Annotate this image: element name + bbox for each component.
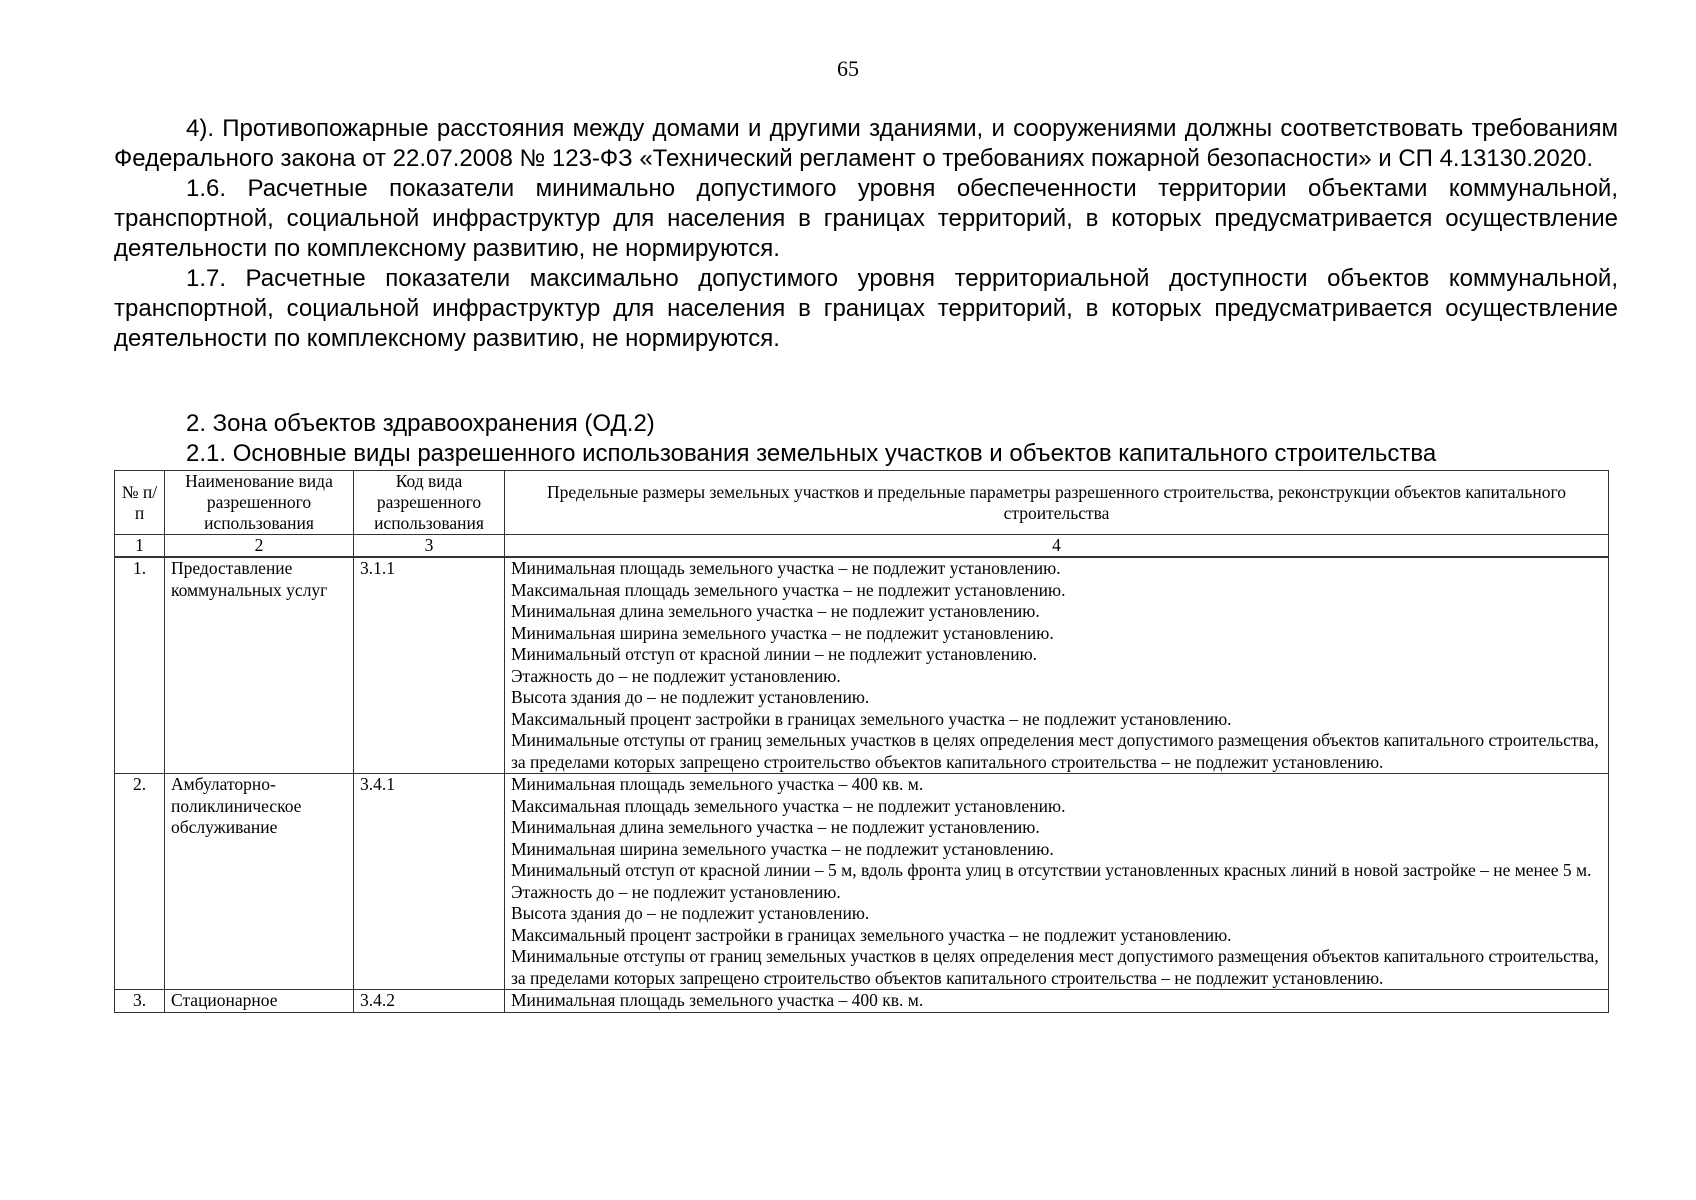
parameter-line: Максимальная площадь земельного участка – не подлежит установлению. (511, 795, 1066, 816)
use-code: 3.4.2 (354, 990, 505, 1013)
header-use-code: Код вида разрешенного использования (354, 471, 505, 535)
table-row (115, 774, 1609, 990)
use-parameters (505, 774, 1609, 990)
parameter-line: Максимальный процент застройки в границах земельного участка – не подлежит установлению. (511, 924, 1232, 945)
row-number: 3. (115, 990, 165, 1013)
parameter-line: Этажность до – не подлежит установлению. (511, 665, 841, 686)
column-number: 3 (354, 535, 505, 558)
use-name: Амбулаторно-поликлиническое обслуживание (165, 774, 354, 990)
subsection-heading: 2.1. Основные виды разрешенного использования земельных участков и объектов капитального строительства (186, 440, 1437, 467)
column-number: 1 (115, 535, 165, 558)
section-heading: 2. Зона объектов здравоохранения (ОД.2) (186, 410, 655, 437)
header-parameters: Предельные размеры земельных участков и предельные параметры разрешенного строительства, реконструкции объектов капитального строительства (505, 471, 1609, 535)
use-parameters (505, 990, 1609, 1013)
use-code: 3.4.1 (354, 774, 505, 990)
parameter-line: Минимальная площадь земельного участка – не подлежит установлению. (511, 558, 1061, 578)
parameter-line: Минимальная площадь земельного участка – 400 кв. м. (511, 774, 924, 794)
parameter-line: Минимальные отступы от границ земельных участков в целях определения мест допустимого размещения объектов капитального строительства, за пределами которых запрещено строительство объектов капитального строительства – не подлежит установлению. (511, 730, 1599, 772)
row-number: 2. (115, 774, 165, 990)
column-number: 4 (505, 535, 1609, 558)
header-number: № п/п (115, 471, 165, 535)
parameter-line: Минимальная ширина земельного участка – не подлежит установлению. (511, 622, 1054, 643)
parameter-line: Минимальная длина земельного участка – не подлежит установлению. (511, 601, 1040, 621)
parameter-line: Высота здания до – не подлежит установлению. (511, 903, 870, 923)
parameter-line: Высота здания до – не подлежит установлению. (511, 687, 870, 707)
parameter-line: Минимальная длина земельного участка – не подлежит установлению. (511, 817, 1040, 837)
page-number: 65 (837, 56, 859, 81)
header-use-name: Наименование вида разрешенного использования (165, 471, 354, 535)
column-number-row (115, 535, 1609, 558)
table-row (115, 557, 1609, 774)
table-header-row (115, 471, 1609, 535)
use-code: 3.1.1 (354, 557, 505, 774)
paragraph-1-7: 1.7. Расчетные показатели максимально допустимого уровня территориальной доступности объектов коммунальной, транспортной, социальной инфраструктур для населения в границах территорий, в которых предусматривается осуществление деятельности по комплексному развитию, не нормируются. (114, 265, 1618, 352)
parameter-line: Максимальный процент застройки в границах земельного участка – не подлежит установлению. (511, 708, 1232, 729)
parameter-line: Максимальная площадь земельного участка – не подлежит установлению. (511, 579, 1066, 600)
table-row (115, 990, 1609, 1013)
row-number: 1. (115, 557, 165, 774)
column-number: 2 (165, 535, 354, 558)
parameter-line: Минимальный отступ от красной линии – не подлежит установлению. (511, 644, 1038, 664)
use-parameters (505, 557, 1609, 774)
parameter-line: Минимальный отступ от красной линии – 5 м, вдоль фронта улиц в отсутствии установленных красных линий в новой застройке – не менее 5 м. (511, 860, 1592, 880)
parameter-line: Минимальная ширина земельного участка – не подлежит установлению. (511, 838, 1054, 859)
parameter-line: Минимальная площадь земельного участка – 400 кв. м. (511, 990, 924, 1010)
parameter-line: Этажность до – не подлежит установлению. (511, 881, 841, 902)
paragraph-1-6: 1.6. Расчетные показатели минимально допустимого уровня обеспеченности территории объектами коммунальной, транспортной, социальной инфраструктур для населения в границах территорий, в которых предусматривается осуществление деятельности по комплексному развитию, не нормируются. (114, 175, 1618, 262)
parameter-line: Минимальные отступы от границ земельных участков в целях определения мест допустимого размещения объектов капитального строительства, за пределами которых запрещено строительство объектов капитального строительства – не подлежит установлению. (511, 946, 1599, 988)
use-name: Стационарное (165, 990, 354, 1013)
body-text (114, 114, 1618, 354)
use-name: Предоставление коммунальных услуг (165, 557, 354, 774)
land-use-table (114, 470, 1609, 1013)
paragraph-fire-distances: 4). Противопожарные расстояния между домами и другими зданиями, и сооружениями должны соответствовать требованиям Федерального закона от 22.07.2008 № 123-ФЗ «Технический регламент о требованиях пожарной безопасности» и СП 4.13130.2020. (114, 115, 1618, 172)
